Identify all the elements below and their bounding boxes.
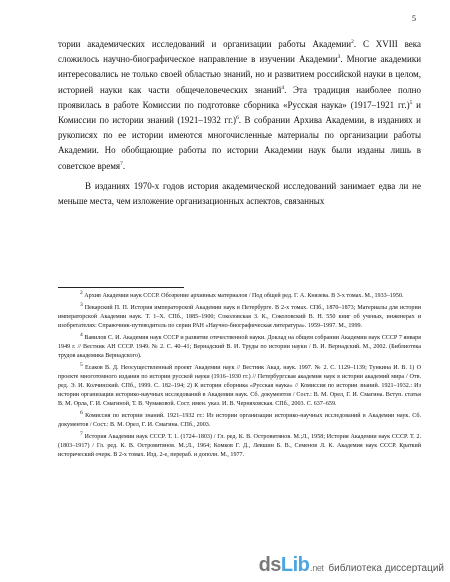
dslib-watermark[interactable] — [259, 554, 444, 577]
footnotes — [58, 289, 421, 463]
dslib-logo: ds Lib .net — [258, 554, 324, 576]
page-number: 5 — [412, 14, 416, 23]
footnote-ref[interactable]: 2 — [351, 39, 354, 45]
footnote-number: 5 — [80, 361, 83, 368]
footnote-ref[interactable]: 6 — [236, 115, 239, 122]
footnote: $^2$ Архив Академии наук СССР. Обозрение архивных материалов / Под общей ред. Г. А. Князева. В 3-х томах. М., 1933–1950. — [80, 289, 404, 299]
footnote-number: 6 — [80, 409, 83, 416]
paragraph: В изданиях 1970-х годов история академической исследований занимает едва ли не меньше места, чем изложение организационных аспектов, связанных — [58, 180, 421, 207]
footnote-ref[interactable]: 4 — [281, 84, 285, 91]
watermark-subtitle: библиотека диссертаций — [328, 563, 444, 574]
footnote-number: 2 — [80, 289, 83, 296]
footnote-number: 3 — [80, 301, 83, 308]
footnote-ref[interactable]: 5 — [409, 99, 413, 106]
footnote: $^7$ История Академии наук СССР. Т. 1. (1724–1803) / Гл. ред. К. В. Островитянов. М.;Л., 1958; История Академии наук СССР. Т. 2. (1803–1917) / Гл. ред. К. В. Островитянов. М.;Л., 1964; Комков Г. Д., Левшин Б. В., Семенов Л. К. Академия наук СССР. Краткий исторический очерк. В 2-х томах. Изд. 2-е, перераб. и дополн. М., 1977. — [58, 430, 421, 458]
footnote-number: 4 — [80, 331, 83, 338]
footnote: $^4$ Вавилов С. И. Академия наук СССР и развитие отечественной науки. Доклад на общем собрании Академии наук СССР 7 января 1949 г. // Вестник АН СССР. 1949. № 2. С. 40–41; Вернадский В. И. Труды по истории науки / В. И. Вернадский. М., 2002. (Библиотека трудов академика Вернадского). — [58, 331, 421, 359]
footnote-ref[interactable]: 3 — [337, 54, 341, 61]
footnote: $^5$ Есаков В. Д. Неосуществленный проект Академии наук // Вестник Акад. наук. 1997. № 2. С. 1129–1139; Тункина И. В. 1) О проекте многотомного издания по истории русской науки (1916–1930 гг.) // Петербургская академия наук в истории академий мира / Отв. ред. Э. И. Колчинский. СПб., 1999. С. 182–194; 2) К истории сборника «Русская наука» // Комиссия по истории знаний. 1921–1932.: Из истории организации историко-научных исследований в Академии наук. Сб. документов / Сост.: В. М. Орел, Г. И. Смагина. Вступ. статья В. М. Орла, Г. И. Смагиной, Т. В. Чумаковой. Сост. имен. указ. И. В. Черняховская. СПб., 2003. С. 637–659. — [58, 361, 421, 407]
footnote: $^3$ Пекарский П. П. История императорской Академии наук в Петербурге. В 2-х томах. СПб., 1870–1873; Материалы для истории императорской Академии наук. Т. 1–Х. СПб., 1885–1900; Соколовская З. К., Соколовский В. Н. 550 книг об ученых, инженерах и изобретателях: Справочник-путеводитель по серии РАН «Научно-биографическая литература». 1959–1997. М., 1999. — [58, 301, 421, 329]
footnote-number: 7 — [80, 430, 83, 437]
main-text — [58, 37, 421, 209]
paragraph: тории академических исследований и организации работы Академии$^2$. С XVIII века сложилось научно-биографическое направление в изучении Академии$^3$. Многие академики интересовались не только своей областью знаний, но и развитием российской науки в целом, историей науки как части общечеловеческих знаний$^4$. Эта традиция наиболее полно проявилась в работе Комиссии по подготовке сборника «Русская наука» (1917–1921 гг.)$^5$ и Комиссии по истории знаний (1921–1932 гг.)$^6$. В собрании Архива Академии, в изданиях и рукописях по ее истории имеются многочисленные материалы по организации работы Академии. Но обобщающие работы по истории Академии наук были изданы лишь в советское время$^7$. — [58, 39, 422, 171]
footnote-separator — [58, 287, 184, 288]
footnote: $^6$ Комиссия по истории знаний. 1921–1932 гг.: Из истории организации историко-научных исследований в Академии наук. Сб. документов / Сост.: В. М. Орел, Г. И. Смагина. СПб., 2003. — [58, 409, 421, 428]
footnote-ref[interactable]: 7 — [120, 160, 123, 167]
